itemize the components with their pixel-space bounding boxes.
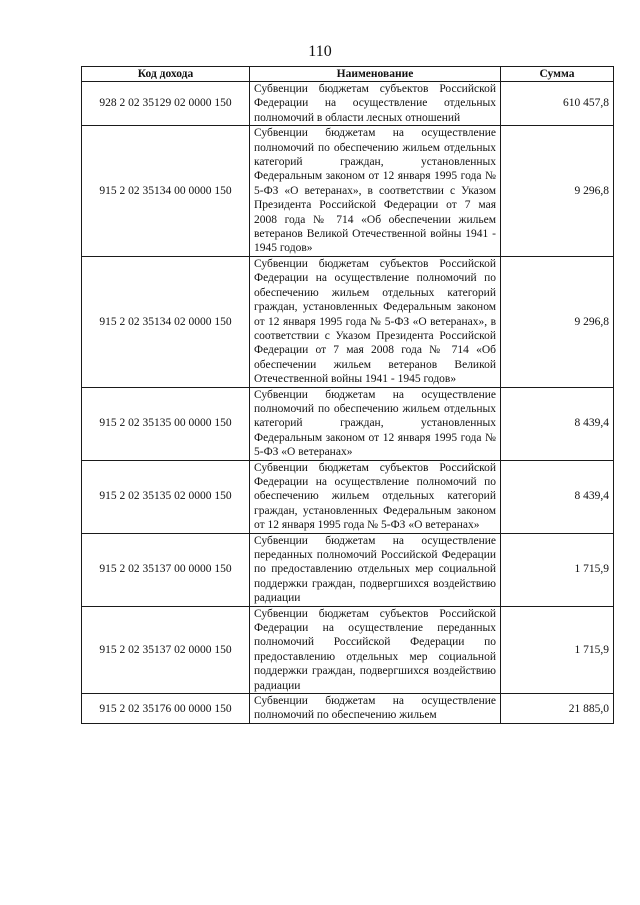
column-header-name: Наименование bbox=[250, 67, 501, 82]
revenue-name: Субвенции бюджетам субъектов Российской Федерации на осуществление переданных полномочий Российской Федерации по предоставлению отдельных мер социальной поддержки граждан, подвергшихся воздействию радиации bbox=[250, 606, 501, 693]
revenue-code: 915 2 02 35176 00 0000 150 bbox=[82, 694, 250, 724]
revenue-amount: 21 885,0 bbox=[501, 694, 614, 724]
column-header-amount: Сумма bbox=[501, 67, 614, 82]
table-row bbox=[82, 126, 614, 257]
table-row bbox=[82, 694, 614, 724]
table-row bbox=[82, 533, 614, 606]
revenue-amount: 8 439,4 bbox=[501, 387, 614, 460]
revenue-code: 915 2 02 35137 00 0000 150 bbox=[82, 533, 250, 606]
table-row bbox=[82, 606, 614, 693]
table-row bbox=[82, 82, 614, 126]
table-row bbox=[82, 460, 614, 533]
revenue-code: 915 2 02 35134 00 0000 150 bbox=[82, 126, 250, 257]
page-number: 110 bbox=[308, 43, 332, 60]
revenue-table bbox=[81, 66, 614, 724]
column-header-code: Код дохода bbox=[82, 67, 250, 82]
revenue-name: Субвенции бюджетам на осуществление полномочий по обеспечению жильем bbox=[250, 694, 501, 724]
revenue-code: 928 2 02 35129 02 0000 150 bbox=[82, 82, 250, 126]
revenue-code: 915 2 02 35134 02 0000 150 bbox=[82, 256, 250, 387]
revenue-name: Субвенции бюджетам на осуществление полномочий по обеспечению жильем отдельных категорий граждан, установленных Федеральным законом от 12 января 1995 года № 5-ФЗ «О ветеранах» bbox=[250, 387, 501, 460]
revenue-code: 915 2 02 35135 02 0000 150 bbox=[82, 460, 250, 533]
revenue-name: Субвенции бюджетам на осуществление полномочий по обеспечению жильем отдельных категорий граждан, установленных Федеральным законом от 12 января 1995 года № 5-ФЗ «О ветеранах», в соответствии с Указом Президента Российской Федерации от 7 мая 2008 года № 714 «Об обеспечении жильем ветеранов Великой Отечественной войны 1941 - 1945 годов» bbox=[250, 126, 501, 257]
revenue-amount: 1 715,9 bbox=[501, 533, 614, 606]
revenue-name: Субвенции бюджетам субъектов Российской Федерации на осуществление полномочий по обеспечению жильем отдельных категорий граждан, установленных Федеральным законом от 12 января 1995 года № 5-ФЗ «О ветеранах» bbox=[250, 460, 501, 533]
revenue-name: Субвенции бюджетам на осуществление переданных полномочий Российской Федерации по предоставлению отдельных мер социальной поддержки граждан, подвергшихся воздействию радиации bbox=[250, 533, 501, 606]
table-header-row bbox=[82, 67, 614, 82]
revenue-code: 915 2 02 35137 02 0000 150 bbox=[82, 606, 250, 693]
revenue-code: 915 2 02 35135 00 0000 150 bbox=[82, 387, 250, 460]
revenue-amount: 1 715,9 bbox=[501, 606, 614, 693]
revenue-amount: 610 457,8 bbox=[501, 82, 614, 126]
revenue-name: Субвенции бюджетам субъектов Российской Федерации на осуществление отдельных полномочий в области лесных отношений bbox=[250, 82, 501, 126]
table-row bbox=[82, 256, 614, 387]
revenue-amount: 9 296,8 bbox=[501, 126, 614, 257]
revenue-amount: 8 439,4 bbox=[501, 460, 614, 533]
table-row bbox=[82, 387, 614, 460]
revenue-amount: 9 296,8 bbox=[501, 256, 614, 387]
revenue-name: Субвенции бюджетам субъектов Российской Федерации на осуществление полномочий по обеспечению жильем отдельных категорий граждан, установленных Федеральным законом от 12 января 1995 года № 5-ФЗ «О ветеранах», в соответствии с Указом Президента Российской Федерации от 7 мая 2008 года № 714 «Об обеспечении жильем ветеранов Великой Отечественной войны 1941 - 1945 годов» bbox=[250, 256, 501, 387]
